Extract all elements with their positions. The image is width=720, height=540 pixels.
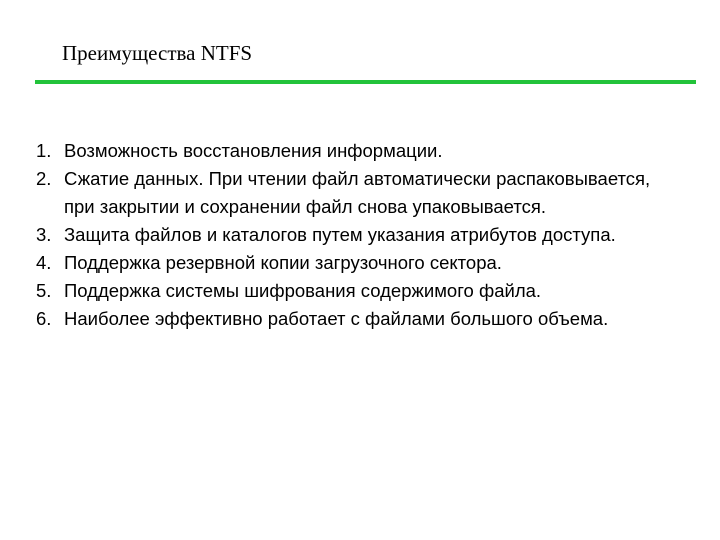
list-item (36, 221, 676, 249)
list-item-text: Возможность восстановления информации. (64, 140, 443, 161)
list-item-text: Наиболее эффективно работает с файлами большого объема. (64, 308, 609, 329)
list-item-number: 1. (36, 140, 52, 161)
list-item (36, 305, 676, 333)
advantages-list (36, 137, 676, 333)
list-item-number: 6. (36, 308, 52, 329)
title-divider (35, 80, 696, 84)
list-item-text: Защита файлов и каталогов путем указания атрибутов доступа. (64, 224, 616, 245)
list-item-number: 3. (36, 224, 52, 245)
list-item-text: Поддержка резервной копии загрузочного сектора. (64, 252, 502, 273)
list-item (36, 137, 676, 165)
list-item-text: Поддержка системы шифрования содержимого файла. (64, 280, 542, 301)
list-item-number: 5. (36, 280, 52, 301)
list-item-number: 4. (36, 252, 52, 273)
list-item (36, 249, 676, 277)
slide-title: Преимущества NTFS (62, 41, 253, 65)
list-item-number: 2. (36, 168, 52, 189)
list-item (36, 277, 676, 305)
list-item-text: Сжатие данных. При чтении файл автоматически распаковывается, при закрытии и сохранении файл снова упаковывается. (64, 168, 651, 217)
list-item (36, 165, 676, 221)
